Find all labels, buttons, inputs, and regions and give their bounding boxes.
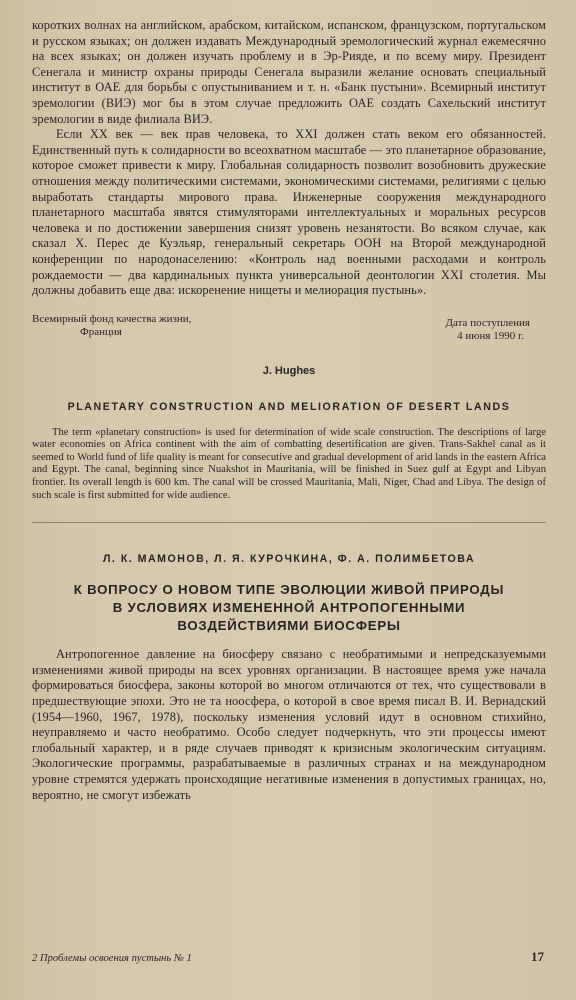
section-divider: [32, 522, 546, 523]
paragraph: Если XX век — век прав человека, то XXI должен стать веком его обязанностей. Единственный путь к солидарности во всеохватном масштабе — это планетарное образование, которое сможет привести к миру. Глобальная солидарность позволит возобновить дружеские отношения между политическими системами, экономическими системами, религиями с целью выработать стандарты мирового права. Инженерные сооружения международного планетарного масштаба явятся стимуляторами интеллектуальных и моральных ресурсов человека и по достижении завершения снизят уровень незанятости. Во всяком случае, как сказал Х. Перес де Куэльяр, генеральный секретарь ООН на Второй международной конференции по народонаселению: «Контроль над военными расходами и контроль рождаемости — два кардинальных пункта универсальной деонтологии XXI столетия. Мы должны добавить еще два: искоренение нищеты и мелиорация пустынь».: [32, 127, 546, 298]
title-line: В УСЛОВИЯХ ИЗМЕНЕННОЙ АНТРОПОГЕННЫМИ: [112, 600, 466, 616]
title-line: К ВОПРОСУ О НОВОМ ТИПЕ ЭВОЛЮЦИИ ЖИВОЙ ПРИРОДЫ: [73, 582, 505, 598]
received-date-block: [446, 317, 530, 343]
abstract-text: The term «planetary construction» is used for determination of wide scale construction. The descriptions of large water economies on Africa continent with the aim of combatting desertification are given. Trans-Sakhel canal as it seemed to World fund of life quality is meant for consecutive and gradual development of arid lands in the eastern Africa and Egypt. The canal, beginning since Nuakshot in Mauritania, will be finished in Suez gulf at Egypt and Libyan frontier. Its overall length is 600 km. The canal will be crossed Mauritania, Mali, Niger, Chad and Libya. The design of such scale is first submitted for wide audience.: [32, 426, 546, 501]
english-author: J. Hughes: [262, 364, 316, 377]
russian-title: [32, 581, 546, 635]
russian-authors: Л. К. МАМОНОВ, Л. Я. КУРОЧКИНА, Ф. А. ПОЛИМБЕТОВА: [103, 553, 475, 566]
paragraph: коротких волнах на английском, арабском, китайском, испанском, французском, португальском и русском языках; он должен издавать Международный эремологический журнал ежемесячно на всех языках; он должен изучать проблему и в Эр-Рияде, и по всему миру. Президент Сенегала и министр охраны природы Сенегала выразили желание основать специальный институт в ОАЕ для борьбы с опустыниванием и т. н. «Банк пустыни». Всемирный институт эремологии (ВИЭ) мог бы в этом случае предложить ОАЕ создать Сахельский институт эремологии в виде филиала ВИЭ.: [32, 18, 546, 126]
received-label: Дата поступления: [445, 316, 530, 329]
affiliation-org: [32, 313, 191, 339]
page-footer: [32, 949, 546, 964]
affiliation-block: [32, 313, 546, 349]
top-article-continuation: [32, 18, 546, 299]
org-name: Всемирный фонд качества жизни,: [32, 312, 192, 325]
page-number: 17: [531, 949, 544, 964]
received-date: 4 июня 1990 г.: [457, 329, 524, 342]
title-line: ВОЗДЕЙСТВИЯМИ БИОСФЕРЫ: [177, 618, 401, 634]
english-abstract: [32, 427, 546, 503]
journal-signature: 2 Проблемы освоения пустынь № 1: [32, 953, 192, 964]
english-title: PLANETARY CONSTRUCTION AND MELIORATION OF DESERT LANDS: [67, 400, 511, 413]
russian-article-body: [32, 647, 546, 803]
org-country: Франция: [80, 325, 122, 338]
paragraph: Антропогенное давление на биосферу связано с необратимыми и непредсказуемыми изменениями живой природы на всех уровнях организации. В настоящее время уже начала формироваться биосфера, законы которой во многом отличаются от тех, что существовали в предшествующие эпохи. Это не та ноосфера, о которой в свое время писал В. И. Вернадский (1954—1960, 1967, 1978), поскольку изменения условий идут в основном стихийно, неуправляемо и часто необратимо. Особо следует подчеркнуть, что эти процессы имеют глобальный характер, и в ряде случаев приводят к кризисным экологическим ситуациям. Экологические программы, разрабатываемые в различных странах и на международном уровне стремятся удержать происходящие негативные изменения в допустимых границах, но, вероятно, не смогут избежать: [32, 647, 546, 802]
